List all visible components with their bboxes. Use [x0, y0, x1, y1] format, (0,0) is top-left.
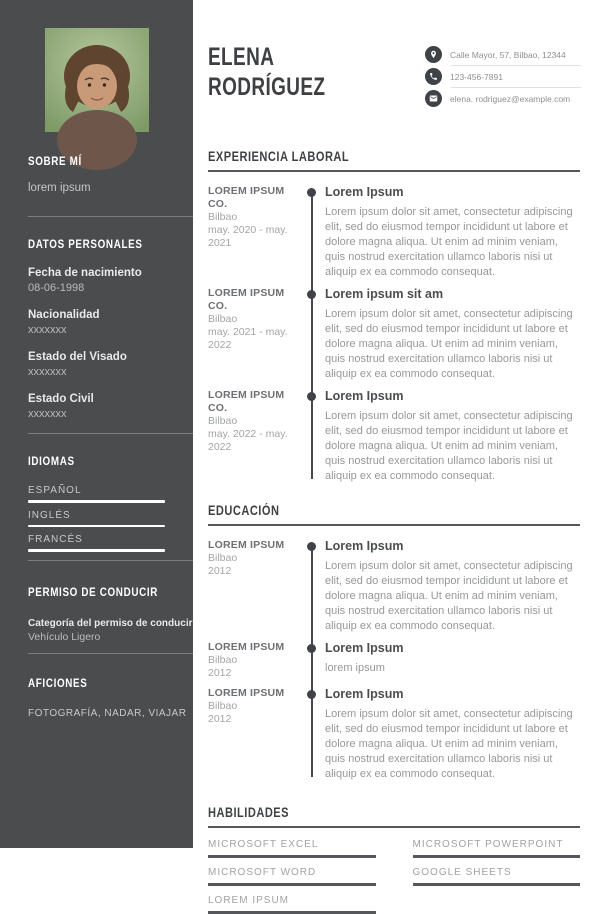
driving-title-text: PERMISO DE CONDUCIR: [28, 584, 159, 599]
experience-entry: [208, 287, 580, 382]
experience-section-header: [208, 148, 580, 172]
experience-entries: [208, 185, 580, 484]
personal-item-value: xxxxxxx: [28, 366, 67, 378]
personal-item: [28, 350, 165, 379]
experience-section-title: EXPERIENCIA LABORAL: [208, 149, 350, 164]
job-title: Lorem Ipsum: [325, 389, 404, 403]
experience-details: [325, 185, 580, 280]
personal-item: [28, 266, 165, 295]
education-details: [325, 641, 580, 680]
sidebar-divider: [28, 560, 193, 561]
company-location: Bilbao: [208, 211, 238, 223]
education-entries: [208, 539, 580, 782]
experience-section: [208, 148, 580, 484]
education-details: [325, 687, 580, 782]
hobbies-text: FOTOGRAFÍA, NADAR, VIAJAR: [28, 707, 187, 719]
skill-level-bar: [208, 883, 376, 886]
language-name: ESPAÑOL: [28, 485, 82, 496]
personal-item: [28, 392, 165, 421]
timeline-dot-icon: [307, 644, 316, 653]
phone-icon: [425, 68, 442, 85]
education-section-header: [208, 502, 580, 526]
company-name: LOREM IPSUM CO.: [208, 185, 285, 210]
education-meta: [208, 687, 300, 782]
education-section-title: EDUCACIÓN: [208, 503, 280, 518]
hobbies-title-text: AFICIONES: [28, 675, 88, 690]
skills-grid: [208, 839, 580, 914]
company-name: LOREM IPSUM CO.: [208, 389, 285, 414]
skill-item: [413, 867, 581, 886]
education-meta: [208, 539, 300, 634]
skill-item: [208, 867, 376, 886]
experience-meta: [208, 185, 300, 280]
first-name: ELENA: [208, 43, 275, 71]
skill-level-bar: [413, 855, 581, 858]
language-level-bar: [28, 525, 165, 528]
language-name: INGLÉS: [28, 509, 71, 521]
contact-row-address: [425, 44, 581, 65]
sidebar-divider: [28, 653, 193, 654]
about-title-text: SOBRE MÍ: [28, 154, 82, 168]
language-level-bar: [28, 549, 165, 552]
driving-category-label: Categoría del permiso de conducir: [28, 617, 193, 629]
personal-item-label: Fecha de nacimiento: [28, 267, 142, 279]
hobbies-section-title: [28, 674, 193, 692]
company-name: LOREM IPSUM CO.: [208, 287, 285, 312]
language-level-bar: [28, 500, 165, 503]
education-dates: 2012: [208, 667, 232, 679]
timeline-dot-icon: [307, 542, 316, 551]
skills-section-header: [208, 804, 580, 828]
experience-meta: [208, 389, 300, 484]
degree-description: Lorem ipsum dolor sit amet, consectetur adipiscing elit, sed do eiusmod tempor incididunt ut labore et dolore magna aliqua. Ut enim ad minim veniam, quis nostrud exercitation ullamco laboris nisi ut aliquip ex ea commodo consequat.: [325, 708, 573, 780]
skill-name: MICROSOFT WORD: [208, 867, 317, 878]
location-pin-icon: [425, 46, 442, 63]
degree-description: Lorem ipsum dolor sit amet, consectetur adipiscing elit, sed do eiusmod tempor incididunt ut labore et dolore magna aliqua. Ut enim ad minim veniam, quis nostrud exercitation ullamco laboris nisi ut aliquip ex ea commodo consequat.: [325, 560, 573, 632]
contact-email-text: elena. rodriguez@example.com: [450, 93, 571, 104]
school-location: Bilbao: [208, 552, 238, 564]
personal-item-label: Nacionalidad: [28, 309, 100, 321]
experience-entry: [208, 185, 580, 280]
school-location: Bilbao: [208, 654, 238, 666]
language-item: [28, 484, 165, 503]
personal-title-text: DATOS PERSONALES: [28, 237, 143, 251]
degree-title: Lorem Ipsum: [325, 539, 404, 553]
education-section: [208, 502, 580, 782]
personal-item-value: xxxxxxx: [28, 324, 67, 336]
email-icon: [425, 90, 442, 107]
school-name: LOREM IPSUM: [208, 641, 285, 653]
employment-dates: may. 2021 - may. 2022: [208, 326, 288, 351]
job-title: Lorem Ipsum: [325, 185, 404, 199]
language-item: [28, 509, 165, 528]
skill-item: [413, 839, 581, 858]
timeline-dot-icon: [307, 690, 316, 699]
sidebar-divider: [28, 433, 193, 434]
school-name: LOREM IPSUM: [208, 539, 285, 551]
main-content: [208, 0, 580, 914]
skills-section: [208, 804, 580, 914]
skill-level-bar: [413, 883, 581, 886]
degree-title: Lorem Ipsum: [325, 641, 404, 655]
education-entry: [208, 687, 580, 782]
education-dates: 2012: [208, 713, 232, 725]
language-name: FRANCÉS: [28, 534, 83, 545]
company-location: Bilbao: [208, 313, 238, 325]
contact-address-text: Calle Mayor, 57, Bilbao, 12344: [450, 49, 566, 60]
about-text: lorem ipsum: [28, 182, 91, 194]
personal-item-value: xxxxxxx: [28, 408, 67, 420]
employment-dates: may. 2022 - may. 2022: [208, 428, 288, 453]
personal-item-label: Estado del Visado: [28, 351, 127, 363]
education-dates: 2012: [208, 565, 232, 577]
experience-meta: [208, 287, 300, 382]
skill-name: GOOGLE SHEETS: [412, 867, 512, 878]
language-item: [28, 533, 165, 552]
timeline-dot-icon: [307, 290, 316, 299]
education-entry: [208, 539, 580, 634]
experience-details: [325, 389, 580, 484]
skill-name: LOREM IPSUM: [208, 895, 290, 906]
school-location: Bilbao: [208, 700, 238, 712]
contact-row-email: [425, 88, 581, 109]
driving-category-value: Vehículo Ligero: [28, 630, 101, 643]
languages-section-title: [28, 452, 193, 470]
personal-section-title: [28, 235, 193, 253]
school-name: LOREM IPSUM: [208, 687, 285, 699]
contact-row-phone: [425, 66, 581, 87]
education-entry: [208, 641, 580, 680]
job-description: Lorem ipsum dolor sit amet, consectetur adipiscing elit, sed do eiusmod tempor incididunt ut labore et dolore magna aliqua. Ut enim ad minim veniam, quis nostrud exercitation ullamco laboris nisi ut aliquip ex ea commodo consequat.: [325, 410, 573, 482]
skills-section-title: HABILIDADES: [208, 805, 290, 820]
personal-item-label: Estado Civil: [28, 393, 94, 405]
degree-description: lorem ipsum: [325, 662, 385, 674]
education-details: [325, 539, 580, 634]
timeline-dot-icon: [307, 188, 316, 197]
job-description: Lorem ipsum dolor sit amet, consectetur adipiscing elit, sed do eiusmod tempor incididunt ut labore et dolore magna aliqua. Ut enim ad minim veniam, quis nostrud exercitation ullamco laboris nisi ut aliquip ex ea commodo consequat.: [325, 308, 573, 380]
education-meta: [208, 641, 300, 680]
skill-item: [208, 895, 376, 914]
job-title: Lorem ipsum sit am: [325, 287, 444, 301]
employment-dates: may. 2020 - may. 2021: [208, 224, 288, 249]
degree-title: Lorem Ipsum: [325, 687, 404, 701]
profile-photo-illustration: [45, 28, 149, 132]
job-description: Lorem ipsum dolor sit amet, consectetur adipiscing elit, sed do eiusmod tempor incididunt ut labore et dolore magna aliqua. Ut enim ad minim veniam, quis nostrud exercitation ullamco laboris nisi ut aliquip ex ea commodo consequat.: [325, 206, 573, 278]
company-location: Bilbao: [208, 415, 238, 427]
sidebar-divider: [28, 216, 193, 217]
personal-item-value: 08-06-1998: [28, 282, 85, 294]
last-name: RODRÍGUEZ: [208, 73, 326, 101]
skill-level-bar: [208, 855, 376, 858]
skill-item: [208, 839, 376, 858]
contact-block: [425, 44, 581, 109]
contact-phone-text: 123-456-7891: [450, 71, 503, 82]
experience-entry: [208, 389, 580, 484]
profile-photo: [45, 28, 149, 132]
sidebar: [0, 0, 193, 848]
skill-name: MICROSOFT POWERPOINT: [412, 839, 564, 850]
timeline-dot-icon: [307, 392, 316, 401]
personal-item: [28, 308, 165, 337]
languages-title-text: IDIOMAS: [28, 454, 75, 468]
experience-details: [325, 287, 580, 382]
skill-name: MICROSOFT EXCEL: [208, 839, 319, 850]
driving-section-title: [28, 583, 193, 601]
